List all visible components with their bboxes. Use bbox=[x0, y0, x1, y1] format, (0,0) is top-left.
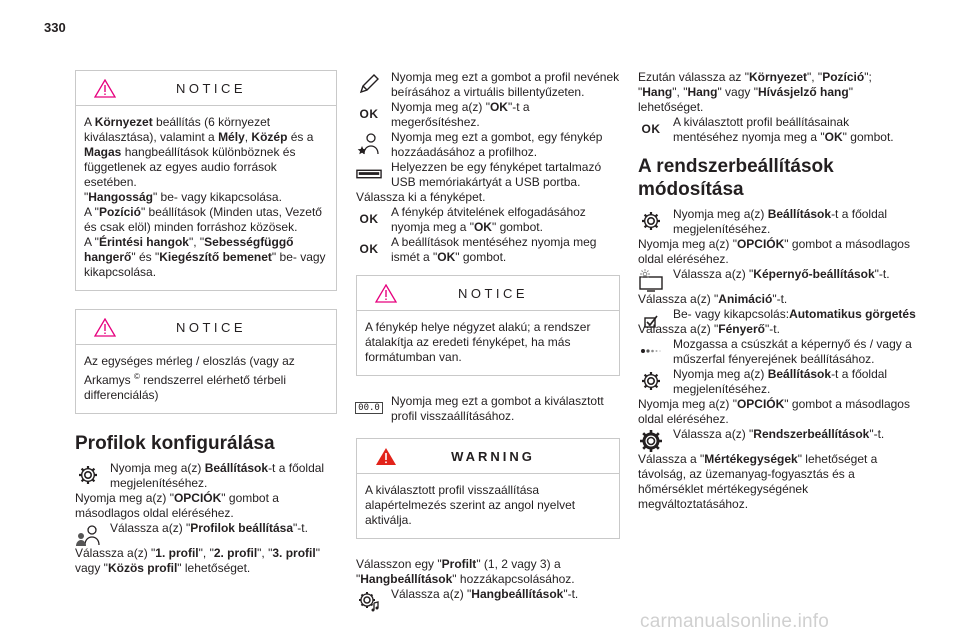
notice-header bbox=[76, 310, 336, 345]
instruction-row: Válassza a(z) "Hangbeállítások"-t. bbox=[356, 587, 620, 602]
notice-box-3 bbox=[356, 275, 620, 376]
column-left bbox=[75, 70, 337, 576]
instruction-text: Nyomja meg a(z) "OPCIÓK" gombot a másodlagos oldal eléréséhez. bbox=[638, 397, 910, 426]
notice-paragraph: A "Érintési hangok", "Sebességfüggő hangerő" és "Kiegészítő bemenet" be- vagy kikapcsolása. bbox=[84, 235, 326, 279]
instruction-text: Válassza ki a fényképet. bbox=[356, 190, 486, 204]
notice-body bbox=[76, 106, 336, 290]
gear-icon bbox=[638, 208, 664, 234]
instruction-row: Nyomja meg ezt a gombot, egy fénykép hozzáadásához a profilhoz. bbox=[356, 130, 620, 160]
notice-paragraph: A "Pozíció" beállítások (Minden utas, Vezető és csak elöl) minden forráshoz közösek. bbox=[84, 205, 322, 234]
notice-header bbox=[76, 71, 336, 106]
notice-title: NOTICE bbox=[175, 80, 247, 96]
notice-body bbox=[357, 311, 619, 375]
profiles-icon bbox=[75, 522, 101, 548]
instruction-text: Válassza a(z) "Fényerő"-t. bbox=[638, 322, 780, 336]
warning-triangle-icon bbox=[94, 79, 116, 102]
ok-icon: OK bbox=[359, 211, 379, 226]
instruction-row: OK A fénykép átvitelének elfogadásához nyomja meg a "OK" gombot. bbox=[356, 205, 620, 235]
warning-title: WARNING bbox=[451, 448, 535, 464]
instruction-row: Helyezzen be egy fényképet tartalmazó USB memóriakártyát a USB portba. bbox=[356, 160, 620, 190]
gear-icon bbox=[638, 368, 664, 394]
notice-title: NOTICE bbox=[457, 285, 529, 301]
notice-header bbox=[357, 276, 619, 311]
warning-box bbox=[356, 438, 620, 539]
pencil-icon bbox=[356, 71, 382, 97]
notice-paragraph: Az egységes mérleg / eloszlás (vagy az Arkamys © rendszerrel elérhető térbeli differenciálás) bbox=[84, 354, 295, 402]
instruction-text: Válassza a "Mértékegységek" lehetőséget a távolság, az üzemanyag-fogyasztás és a hőmérséklet mértékegységének megváltoztatásához. bbox=[638, 452, 878, 511]
instruction-row: Nyomja meg a(z) Beállítások-t a főoldal megjelenítéséhez. bbox=[638, 207, 916, 237]
warning-triangle-icon bbox=[94, 318, 116, 341]
notice-body bbox=[76, 345, 336, 413]
instruction-row: Nyomja meg a(z) Beállítások-t a főoldal megjelenítéséhez. bbox=[638, 367, 916, 397]
ok-icon: OK bbox=[359, 106, 379, 121]
instruction-row: Válassza a(z) "Profilok beállítása"-t. bbox=[75, 521, 337, 536]
instruction-row: Nyomja meg a(z) Beállítások-t a főoldal megjelenítéséhez. bbox=[75, 461, 337, 491]
instruction-row: OK A kiválasztott profil beállításainak mentéséhez nyomja meg a "OK" gombot. bbox=[638, 115, 916, 145]
warning-paragraph: A kiválasztott profil visszaállítása alapértelmezés szerint az angol nyelvet aktiválja. bbox=[365, 483, 576, 527]
usb-port-icon bbox=[356, 161, 382, 187]
instruction-text: Nyomja meg a(z) "OPCIÓK" gombot a másodlagos oldal eléréséhez. bbox=[75, 491, 279, 520]
column-middle bbox=[356, 70, 620, 602]
ok-icon: OK bbox=[641, 121, 661, 136]
instruction-row: Be- vagy kikapcsolás:Automatikus görgetés bbox=[638, 307, 916, 322]
warning-filled-triangle-icon bbox=[375, 447, 397, 470]
ok-icon: OK bbox=[359, 241, 379, 256]
screen-brightness-icon bbox=[638, 268, 664, 294]
gear-icon bbox=[75, 462, 101, 488]
instruction-text: Ezután válassza az "Környezet", "Pozíció"; "Hang", "Hang" vagy "Hívásjelző hang" lehetőséget. bbox=[638, 70, 872, 114]
instruction-row: OK A beállítások mentéséhez nyomja meg ismét a "OK" gombot. bbox=[356, 235, 620, 265]
notice-paragraph: A fénykép helye négyzet alakú; a rendszer átalakítja az eredeti fényképet, ha más formátumban van. bbox=[365, 320, 591, 364]
add-photo-profile-icon bbox=[356, 131, 382, 157]
instruction-text: Válassza a(z) "Animáció"-t. bbox=[638, 292, 788, 306]
instruction-row: Válassza a(z) "Képernyő-beállítások"-t. bbox=[638, 267, 916, 282]
warning-triangle-icon bbox=[375, 284, 397, 307]
notice-box-1 bbox=[75, 70, 337, 291]
warning-body bbox=[357, 474, 619, 538]
instruction-row: Mozgassa a csúszkát a képernyő és / vagy a műszerfal fényerejének beállításához. bbox=[638, 337, 916, 367]
column-right bbox=[638, 70, 916, 512]
reset-profile-icon: 00.0 bbox=[356, 395, 382, 421]
sound-settings-icon bbox=[356, 588, 382, 614]
instruction-row: 00.0 Nyomja meg ezt a gombot a kiválasztott profil visszaállításához. bbox=[356, 394, 620, 424]
checkbox-icon bbox=[638, 308, 664, 334]
system-settings-gear-icon bbox=[638, 428, 664, 454]
watermark-footer: carmanualsonline.info bbox=[640, 611, 830, 632]
section-heading: Profilok konfigurálása bbox=[75, 433, 275, 454]
instruction-row: Nyomja meg ezt a gombot a profil nevének beírásához a virtuális billentyűzeten. bbox=[356, 70, 620, 100]
instruction-row: Válassza a(z) "Rendszerbeállítások"-t. bbox=[638, 427, 916, 442]
notice-paragraph: "Hangosság" be- vagy kikapcsolása. bbox=[84, 190, 282, 204]
notice-box-2 bbox=[75, 309, 337, 414]
notice-paragraph: A Környezet beállítás (6 környezet kiválasztása), valamint a Mély, Közép és a Magas hangbeállítások különböznek és függetlenek az egyes audio források esetében. bbox=[84, 115, 314, 189]
page-number: 330 bbox=[44, 20, 66, 35]
instruction-text: Válasszon egy "Profilt" (1, 2 vagy 3) a "Hangbeállítások" hozzákapcsolásához. bbox=[356, 557, 575, 586]
warning-header bbox=[357, 439, 619, 474]
instruction-row: OK Nyomja meg a(z) "OK"-t a megerősítéshez. bbox=[356, 100, 620, 130]
instruction-text: Nyomja meg a(z) "OPCIÓK" gombot a másodlagos oldal eléréséhez. bbox=[638, 237, 910, 266]
instruction-text: Válassza a(z) "1. profil", "2. profil", "3. profil" vagy "Közös profil" lehetőséget. bbox=[75, 546, 320, 575]
brightness-dots-icon bbox=[638, 338, 664, 364]
section-heading: A rendszerbeállítások módosítása bbox=[638, 156, 834, 200]
notice-title: NOTICE bbox=[175, 319, 247, 335]
